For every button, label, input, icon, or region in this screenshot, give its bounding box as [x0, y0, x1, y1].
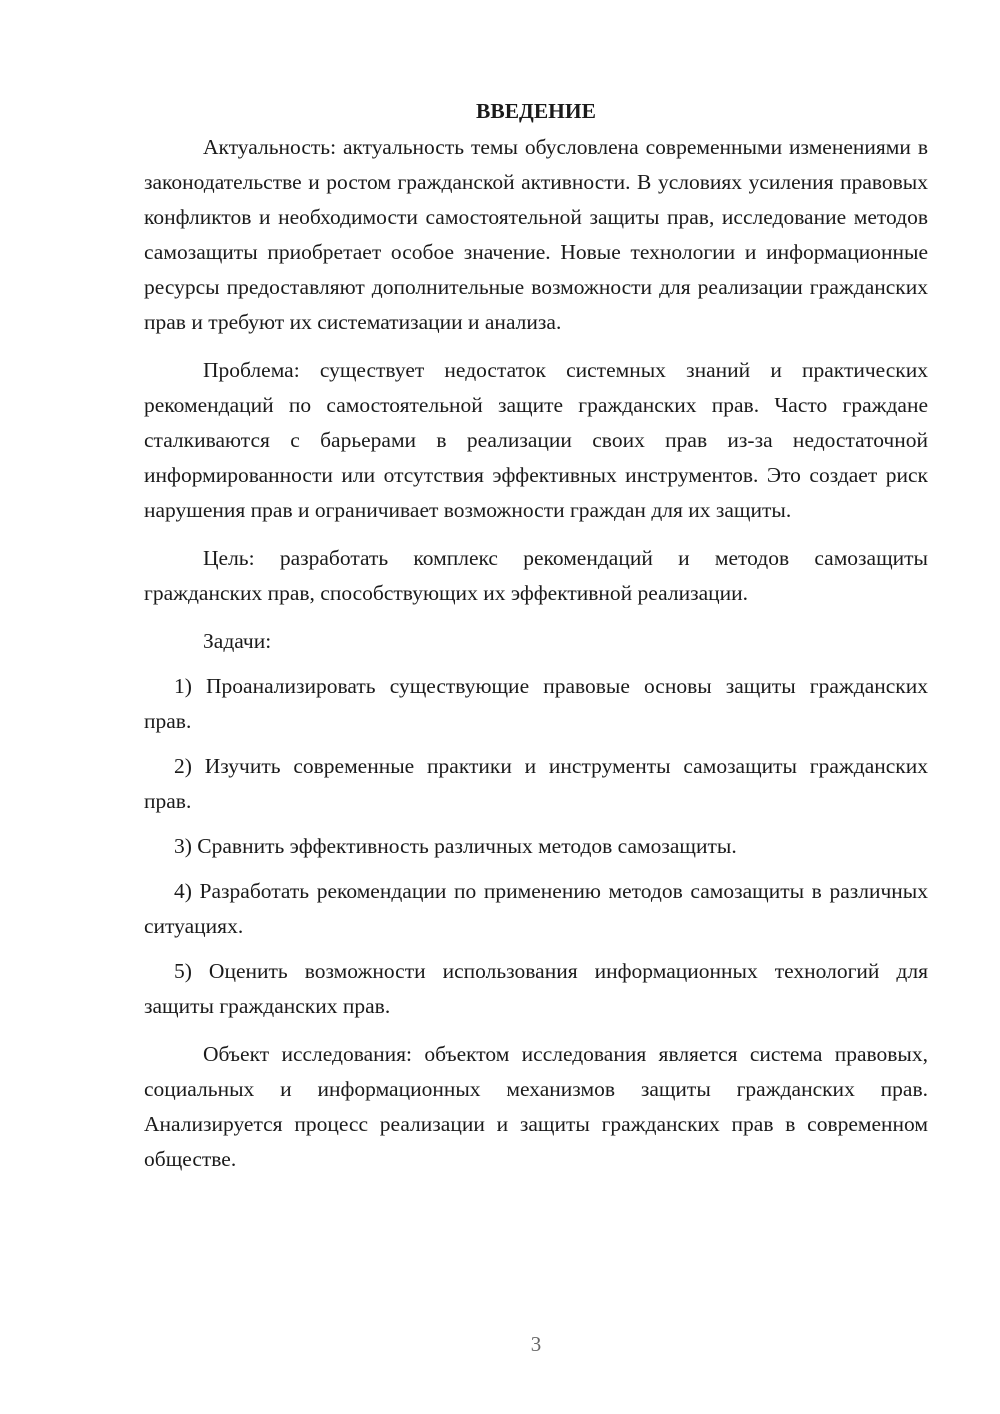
paragraph-relevance: Актуальность: актуальность темы обусловлена современными изменениями в законодательстве и ростом гражданской активности. В условиях усиления правовых конфликтов и необходимости самостоятельной защиты прав, исследование методов самозащиты приобретает особое значение. Новые технологии и информационные ресурсы предоставляют дополнительные возможности для реализации гражданских прав и требуют их систематизации и анализа. [144, 135, 928, 334]
paragraph-problem: Проблема: существует недостаток системных знаний и практических рекомендаций по самостоятельной защите гражданских прав. Часто граждане сталкиваются с барьерами в реализации своих прав из-за недостаточной информированности или отсутствия эффективных инструментов. Это создает риск нарушения прав и ограничивает возможности граждан для их защиты. [144, 358, 928, 522]
task-item: 3) Сравнить эффективность различных методов самозащиты. [174, 834, 737, 858]
document-page [144, 92, 928, 1177]
page-number: 3 [530, 1332, 542, 1356]
task-item: 4) Разработать рекомендации по применению методов самозащиты в различных ситуациях. [144, 879, 928, 938]
task-item: 1) Проанализировать существующие правовые основы защиты гражданских прав. [144, 674, 928, 733]
tasks-list [144, 669, 928, 1024]
paragraph-object: Объект исследования: объектом исследования является система правовых, социальных и информационных механизмов защиты гражданских прав. Анализируется процесс реализации и защиты гражданских прав в современном обществе. [144, 1042, 928, 1171]
task-item: 2) Изучить современные практики и инструменты самозащиты гражданских прав. [144, 754, 928, 813]
paragraph-goal: Цель: разработать комплекс рекомендаций и методов самозащиты гражданских прав, способствующих их эффективной реализации. [144, 546, 928, 605]
tasks-heading: Задачи: [203, 629, 272, 653]
task-item: 5) Оценить возможности использования информационных технологий для защиты гражданских прав. [144, 959, 928, 1018]
page-title: ВВЕДЕНИЕ [476, 99, 596, 123]
